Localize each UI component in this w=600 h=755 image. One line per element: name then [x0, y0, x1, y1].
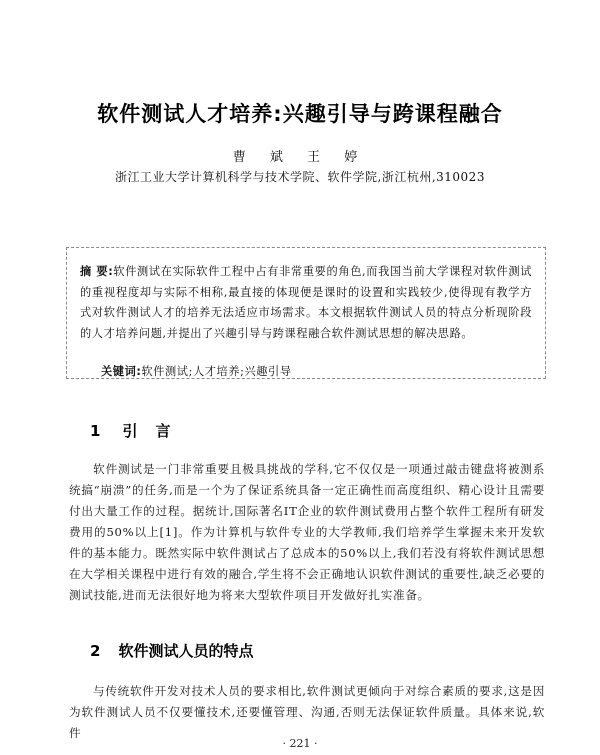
paper-authors: 曹 斌 王 婷 — [232, 150, 368, 165]
paragraph-text: 与传统软件开发对技术人员的要求相比,软件测试更倾向于对综合素质的要求,这是因为软件测试人员不仅要懂技术,还要懂管理、沟通,否则无法保证软件质量。具体来说,软件 — [69, 684, 545, 740]
abstract-text: 软件测试在实际软件工程中占有非常重要的角色,而我国当前大学课程对软件测试的重视程度却与实际不相称,最直接的体现便是课时的设置和实践较少,使得现有教学方式对软件测试人才的培养无法适应市场需求。本文根据软件测试人员的特点分析现阶段的人才培养问题,并提出了兴趣引导与跨课程融合软件测试思想的解决思路。 — [80, 265, 532, 340]
paper-title: 软件测试人才培养:兴趣引导与跨课程融合 — [97, 102, 503, 126]
section-heading-1 — [90, 420, 188, 441]
section-heading-2 — [90, 640, 253, 661]
paper-affiliation: 浙江工业大学计算机科学与技术学院、软件学院,浙江杭州,310023 — [115, 170, 485, 184]
abstract — [80, 262, 532, 344]
section-number: 2 — [90, 642, 101, 660]
keywords — [101, 363, 541, 379]
body-paragraph — [69, 459, 545, 606]
section-number: 1 — [90, 422, 101, 440]
keywords-text: 软件测试;人才培养;兴趣引导 — [141, 365, 292, 378]
section-title: 软件测试人员的特点 — [118, 642, 254, 660]
body-paragraph — [69, 681, 545, 744]
keywords-label: 关键词: — [101, 365, 142, 378]
paragraph-text: 软件测试是一门非常重要且极具挑战的学科,它不仅仅是一项通过敲击键盘将被测系统搞“崩溃”的任务,而是一个为了保证系统具备一定正确性而高度组织、精心设计且需要付出大量工作的过程。据统计,国际著名IT企业的软件测试费用占整个软件工程所有研发费用的50%以上[1]。作为计算机与软件专业的大学教师,我们培养学生掌握未来开发软件的基本能力。既然实际中软件测试占了总成本的50%以上,我们若没有将软件测试思想在大学相关课程中进行有效的融合,学生将不会正确地认识软件测试的重要性,缺乏必要的测试技能,进而无法很好地为将来大型软件项目开发做好扎实准备。 — [69, 462, 545, 602]
abstract-label: 摘 要: — [80, 265, 114, 278]
section-title: 引言 — [122, 422, 189, 440]
page-number: · 221 · — [282, 737, 318, 750]
